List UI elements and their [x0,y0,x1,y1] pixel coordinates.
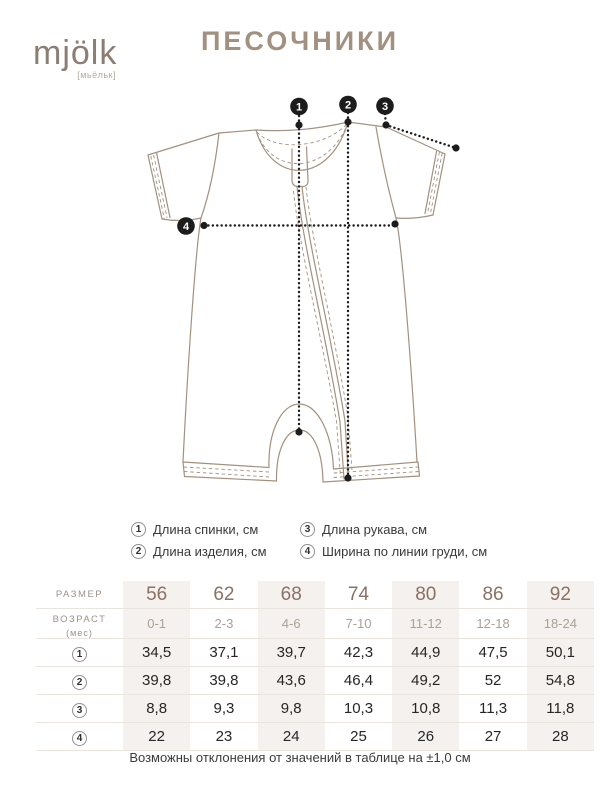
size-80: 80 [392,581,459,609]
cell-1-86: 47,5 [459,639,526,667]
legend-label-2: Длина изделия, см [153,543,267,559]
cell-2-86: 52 [459,667,526,695]
age-4-6: 4-6 [258,609,325,639]
marker-2-num: 2 [344,99,352,112]
legend-item-back-length [131,521,267,537]
cell-2-74: 46,4 [325,667,392,695]
cell-4-68: 24 [258,723,325,751]
legend-left-column [131,521,267,565]
age-18-24: 18-24 [527,609,594,639]
cell-1-62: 37,1 [190,639,257,667]
brand-transcription: [мьёльк] [77,70,116,80]
size-row-label: РАЗМЕР [36,581,123,609]
marker-badges [177,96,394,235]
legend-label-1: Длина спинки, см [153,521,259,537]
row-num-2: 2 [72,675,87,690]
row-3-header [36,695,123,723]
age-12-18: 12-18 [459,609,526,639]
legend-num-2: 2 [131,544,146,559]
size-table [36,581,594,751]
cell-4-80: 26 [392,723,459,751]
row-num-3: 3 [72,703,87,718]
table-row-back-length [36,639,594,667]
legend-label-3: Длина рукава, см [322,521,428,537]
page-title: ПЕСОЧНИКИ [200,26,399,56]
cell-3-56: 8,8 [123,695,190,723]
cell-1-80: 44,9 [392,639,459,667]
age-11-12: 11-12 [392,609,459,639]
size-56: 56 [123,581,190,609]
size-74: 74 [325,581,392,609]
sleeve-length-line [386,125,456,148]
legend-label-4: Ширина по линии груди, см [322,543,488,559]
cell-3-74: 10,3 [325,695,392,723]
cell-1-68: 39,7 [258,639,325,667]
legend-num-3: 3 [300,522,315,537]
cell-4-92: 28 [527,723,594,751]
cell-3-86: 11,3 [459,695,526,723]
size-92: 92 [527,581,594,609]
row-1-header [36,639,123,667]
row-num-4: 4 [72,731,87,746]
cell-2-92: 54,8 [527,667,594,695]
cell-3-92: 11,8 [527,695,594,723]
legend-num-1: 1 [131,522,146,537]
table-row-chest-width [36,723,594,751]
cell-2-68: 43,6 [258,667,325,695]
cell-4-86: 27 [459,723,526,751]
age-row [36,609,594,639]
cell-4-56: 22 [123,723,190,751]
row-2-header [36,667,123,695]
romper-outline [148,122,445,482]
cell-3-62: 9,3 [190,695,257,723]
marker-4-num: 4 [182,221,190,233]
age-7-10: 7-10 [325,609,392,639]
size-62: 62 [190,581,257,609]
cell-3-68: 9,8 [258,695,325,723]
table-row-sleeve-length [36,695,594,723]
cell-3-80: 10,8 [392,695,459,723]
cell-1-56: 34,5 [123,639,190,667]
row-num-1: 1 [72,647,87,662]
age-label-sub: (мес) [66,628,93,638]
marker-3-num: 3 [381,101,389,113]
legend-item-sleeve-length [300,521,487,537]
legend-item-chest-width [300,543,487,559]
size-68: 68 [258,581,325,609]
legend-item-item-length [131,543,267,559]
cell-1-74: 42,3 [325,639,392,667]
cell-4-74: 25 [325,723,392,751]
measurement-lines [200,113,459,482]
size-86: 86 [459,581,526,609]
cell-2-56: 39,8 [123,667,190,695]
cell-4-62: 23 [190,723,257,751]
age-label-main: ВОЗРАСТ [52,614,107,625]
size-row [36,581,594,609]
legend-right-column [300,521,487,565]
marker-1-num: 1 [295,101,303,114]
table-row-item-length [36,667,594,695]
tolerance-note: Возможны отклонения от значений в таблице на ±1,0 см [129,750,471,765]
legend-num-4: 4 [300,544,315,559]
row-4-header [36,723,123,751]
age-row-label [36,609,123,639]
age-0-1: 0-1 [123,609,190,639]
age-2-3: 2-3 [190,609,257,639]
brand-name: mjölk [33,34,118,72]
cell-2-80: 49,2 [392,667,459,695]
cell-2-62: 39,8 [190,667,257,695]
cell-1-92: 50,1 [527,639,594,667]
